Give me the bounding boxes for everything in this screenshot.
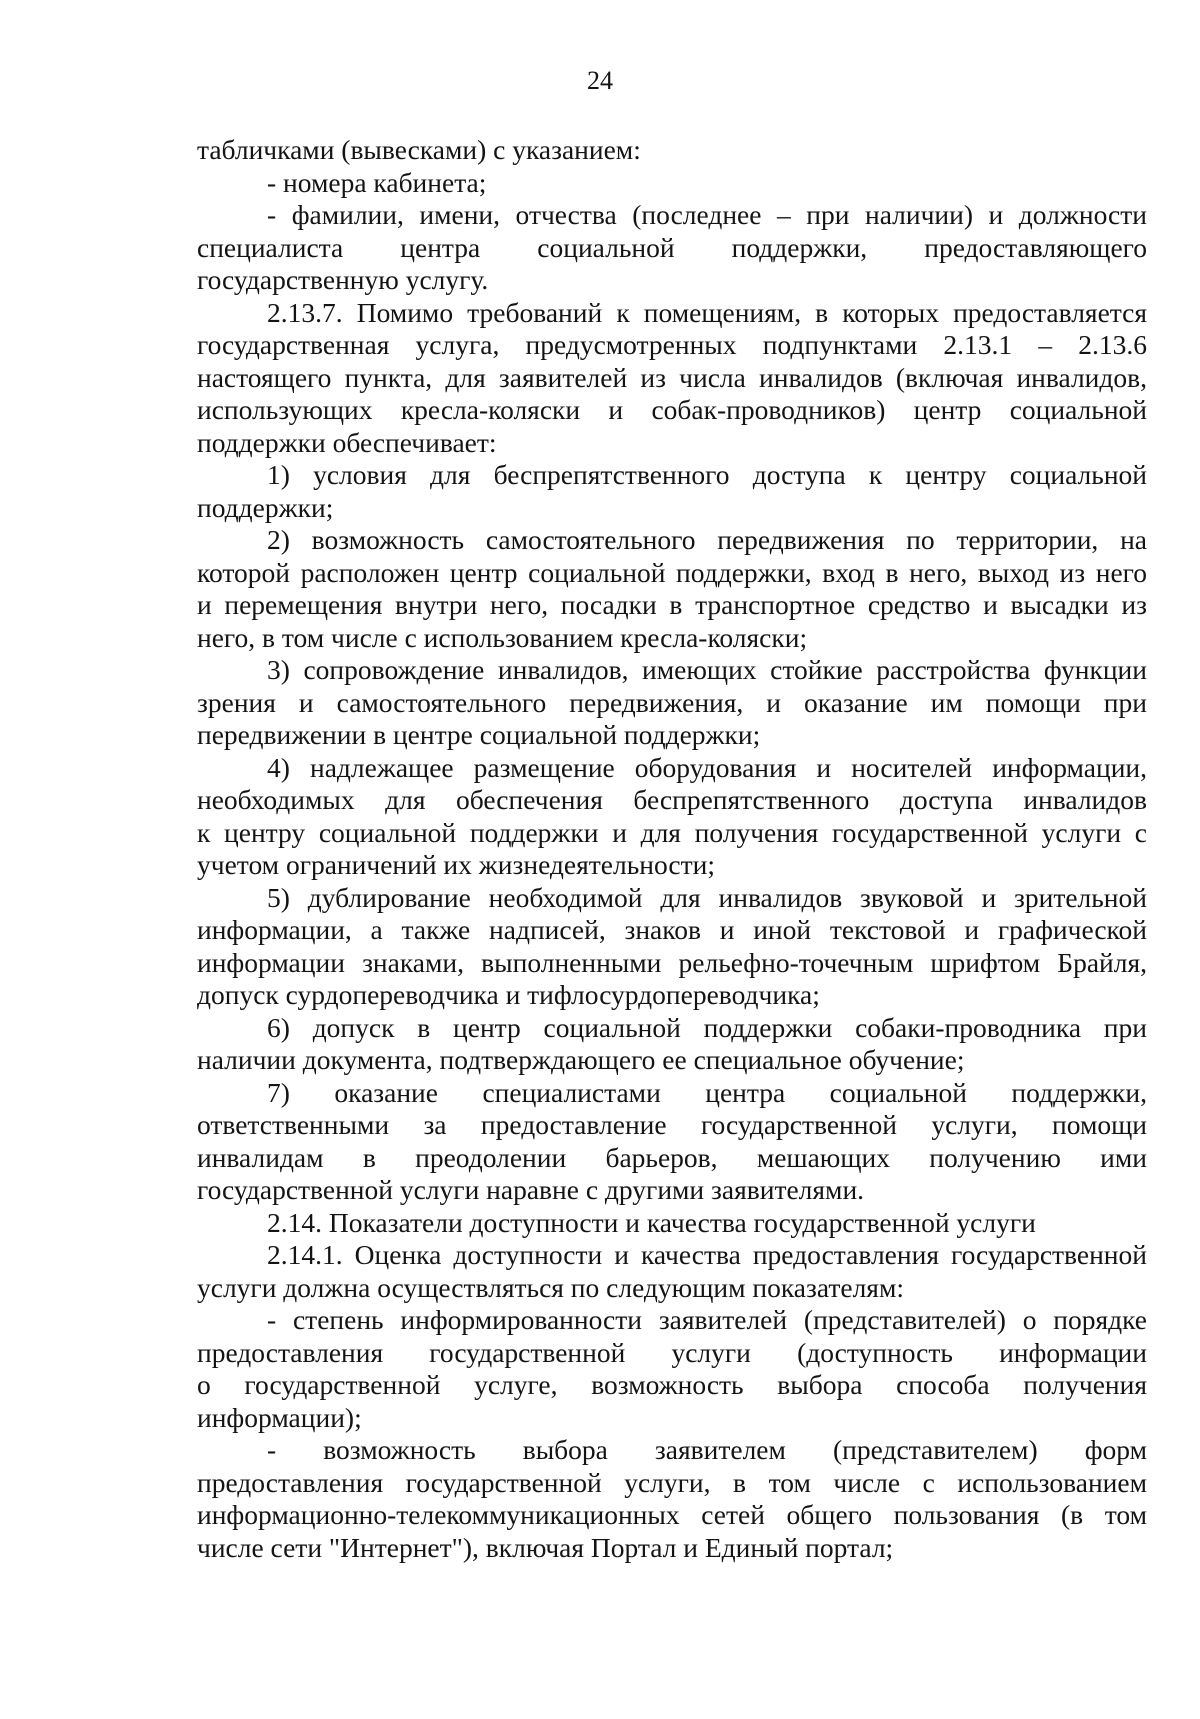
text-line: предоставления государственной услуги, в том числе с использованием bbox=[197, 1466, 1147, 1498]
text-line: поддержки обеспечивает: bbox=[197, 426, 497, 458]
text-line: поддержки; bbox=[197, 491, 334, 523]
text-line: услуги должна осуществляться по следующим показателям: bbox=[197, 1271, 904, 1303]
text-line: информации, а также надписей, знаков и иной текстовой и графической bbox=[197, 914, 1147, 945]
text-line: передвижении в центре социальной поддержки; bbox=[197, 719, 761, 750]
text-line: - фамилии, имени, отчества (последнее – при наличии) и должности bbox=[267, 199, 1147, 230]
text-line: настоящего пункта, для заявителей из числа инвалидов (включая инвалидов, bbox=[197, 361, 1147, 393]
text-line: о государственной услуге, возможность выбора способа получения bbox=[197, 1369, 1147, 1400]
text-line: использующих кресла-коляски и собак-проводников) центр социальной bbox=[197, 394, 1147, 425]
text-line: к центру социальной поддержки и для получения государственной услуги с bbox=[197, 816, 1147, 848]
text-line: 7) оказание специалистами центра социальной поддержки, bbox=[267, 1076, 1147, 1108]
text-line: предоставления государственной услуги (доступность информации bbox=[197, 1336, 1147, 1368]
text-line: него, в том числе с использованием кресла-коляски; bbox=[197, 621, 808, 653]
text-line: ответственными за предоставление государственной услуги, помощи bbox=[197, 1109, 1147, 1140]
text-line: допуск сурдопереводчика и тифлосурдопереводчика; bbox=[197, 979, 820, 1010]
text-line: 2) возможность самостоятельного передвижения по территории, на bbox=[267, 524, 1147, 555]
text-line: 2.14.1. Оценка доступности и качества предоставления государственной bbox=[267, 1239, 1147, 1270]
text-line: необходимых для обеспечения беспрепятственного доступа инвалидов bbox=[197, 784, 1147, 815]
text-line: числе сети "Интернет"), включая Портал и Единый портал; bbox=[197, 1531, 894, 1563]
text-line: наличии документа, подтверждающего ее специальное обучение; bbox=[197, 1044, 965, 1075]
text-line: - степень информированности заявителей (представителей) о порядке bbox=[267, 1304, 1147, 1335]
text-line: 1) условия для беспрепятственного доступа к центру социальной bbox=[267, 459, 1147, 490]
text-line: зрения и самостоятельного передвижения, и оказание им помощи при bbox=[197, 686, 1147, 718]
text-line: - номера кабинета; bbox=[267, 166, 487, 198]
text-line: которой расположен центр социальной поддержки, вход в него, выход из него bbox=[197, 556, 1147, 588]
text-line: государственную услугу. bbox=[197, 264, 489, 295]
text-line: государственная услуга, предусмотренных подпунктами 2.13.1 – 2.13.6 bbox=[197, 329, 1147, 360]
text-line: информации); bbox=[197, 1401, 362, 1433]
text-line: специалиста центра социальной поддержки, предоставляющего bbox=[197, 231, 1147, 263]
text-line: информации знаками, выполненными рельефно-точечным шрифтом Брайля, bbox=[197, 946, 1147, 978]
text-line: инвалидам в преодолении барьеров, мешающих получению ими bbox=[197, 1141, 1147, 1173]
text-line: информационно-телекоммуникационных сетей общего пользования (в том bbox=[197, 1499, 1147, 1530]
document-body bbox=[197, 134, 1147, 1564]
page-number: 24 bbox=[587, 66, 613, 95]
text-line: - возможность выбора заявителем (представителем) форм bbox=[267, 1434, 1147, 1465]
text-line: 2.13.7. Помимо требований к помещениям, в которых предоставляется bbox=[267, 296, 1147, 328]
text-line: табличками (вывесками) с указанием: bbox=[197, 134, 641, 165]
text-line: государственной услуги наравне с другими заявителями. bbox=[197, 1174, 865, 1205]
text-line: и перемещения внутри него, посадки в транспортное средство и высадки из bbox=[197, 589, 1147, 620]
text-line: 5) дублирование необходимой для инвалидов звуковой и зрительной bbox=[267, 881, 1147, 913]
text-line: 2.14. Показатели доступности и качества государственной услуги bbox=[267, 1206, 1036, 1238]
text-line: 6) допуск в центр социальной поддержки собаки-проводника при bbox=[267, 1011, 1147, 1043]
text-line: учетом ограничений их жизнедеятельности; bbox=[197, 849, 715, 880]
text-line: 4) надлежащее размещение оборудования и носителей информации, bbox=[267, 751, 1147, 783]
text-line: 3) сопровождение инвалидов, имеющих стойкие расстройства функции bbox=[267, 654, 1147, 685]
